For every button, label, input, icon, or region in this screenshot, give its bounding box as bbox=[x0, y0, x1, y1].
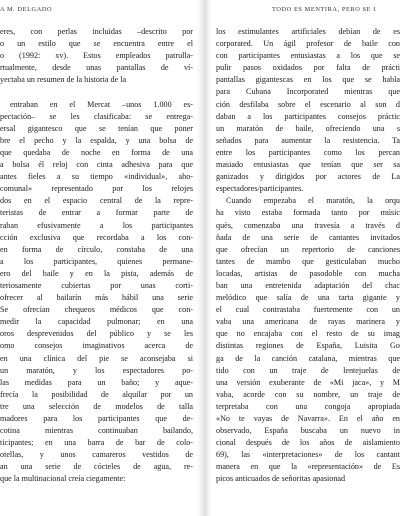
text-line: antes fieles a su tiempo «individual», aho- bbox=[0, 172, 193, 182]
text-line: que quedaba de noche en forma de una bbox=[0, 147, 193, 157]
text-line: yectaba un resumen de la historia de la bbox=[0, 75, 127, 85]
text-line: observado, España buscaba un nuevo in bbox=[216, 426, 400, 436]
right-page-text bbox=[216, 26, 400, 508]
text-line: vaba, acorde con su nombre, un traje de bbox=[216, 389, 400, 399]
text-line: en forma de círculo, constaba de una bbox=[0, 244, 193, 254]
text-line: espectadores/participantes. bbox=[216, 184, 304, 194]
text-line: entraban en el Mercat –unos 1.000 es- bbox=[10, 99, 193, 109]
text-line: dos en el espacio central de la repre- bbox=[0, 196, 193, 206]
text-line: masiado entusiastas que tenían que ser sa bbox=[216, 160, 400, 170]
text-line: pectación– se les clasificaba: se entrega- bbox=[0, 111, 193, 121]
text-line: teristas de entrar a formar parte de bbox=[0, 208, 193, 218]
text-line: tantes de mambo que gesticulaban mucho bbox=[216, 256, 400, 266]
text-line: en una clínica del pie se aconsejaba si bbox=[0, 353, 193, 363]
text-line: 69), las «interpretaciones» de los cantant bbox=[216, 450, 400, 460]
text-line: ticipantes; en una barra de bar de colo- bbox=[0, 438, 193, 448]
text-line: daban a los participantes consejos práctic bbox=[216, 111, 400, 121]
text-line: corporated. Un ágil profesor de baile con bbox=[216, 39, 400, 49]
text-line: frecía la posibilidad de alquilar por un bbox=[0, 389, 193, 399]
text-line: ganizados y dirigidos por actores de La bbox=[216, 172, 400, 182]
running-head-left: A M. DELGADO bbox=[0, 6, 53, 13]
page-gutter bbox=[197, 0, 211, 516]
text-line: distintas regiones de España, Luisita Go bbox=[216, 341, 400, 351]
text-line: pantallas gigantescas en los que se habla bbox=[216, 75, 400, 85]
text-line: eres, con perlas incluidas –descrito por bbox=[0, 27, 193, 36]
text-line: ersal gigantesco que se tenían que poner bbox=[0, 123, 193, 133]
text-line: a bolsa él reloj con cinta adhesiva para que bbox=[0, 160, 193, 170]
text-line: Cuando empezaba el maratón, la orqu bbox=[226, 196, 400, 206]
text-line: comunal» representado por los relojes bbox=[0, 184, 193, 194]
text-line: ofrecer al bailarín más hábil una serie bbox=[0, 293, 193, 303]
text-line: ero del baile y en la pista, además de bbox=[0, 268, 193, 278]
text-line: el cual contrastaba fuertemente con un bbox=[216, 305, 400, 315]
text-line: otellas, y unos camareros vestidos de bbox=[0, 450, 193, 460]
text-line: manera en que la «representación» de Es bbox=[216, 462, 400, 472]
text-line: o (1992: xv). Estos empleados patrulla- bbox=[0, 51, 193, 61]
text-line: ga de la canción catalana, mientras que bbox=[216, 353, 400, 363]
text-line: ha visto estaba formada tanto por músic bbox=[216, 208, 400, 218]
text-line: pulir pasos oxidados por falta de prácti bbox=[216, 63, 400, 73]
text-line: medir la capacidad pulmonar; en una bbox=[0, 317, 193, 327]
text-line: vaba una americana de rayas marinera y bbox=[216, 317, 400, 327]
text-line: melódico que salía de una tarta gigante y bbox=[216, 293, 400, 303]
text-line: que no encajaba con el resto de su imag bbox=[216, 329, 400, 339]
text-line: quès, comenzaba una travesía a través d bbox=[216, 220, 400, 230]
text-line: ción desfilaba sobre el escenario al son d bbox=[216, 99, 400, 109]
text-line: terpretaba con una congoja apropiada bbox=[216, 401, 400, 411]
text-line: para Cubana Incorporated mientras que bbox=[216, 87, 400, 97]
text-line: teriosamente cubiertas por unas corti- bbox=[0, 280, 193, 290]
text-line: tre una selección de modelos de talla bbox=[0, 401, 193, 411]
text-line: a los participantes, quienes permane- bbox=[0, 256, 193, 266]
text-line: oros desprevenidos del público y se les bbox=[0, 329, 193, 339]
text-line: entre los participantes como los percan bbox=[216, 147, 400, 157]
text-line: «No te vayas de Navarra». En el año en bbox=[216, 414, 400, 423]
text-line: las medidas para un baño; y aque- bbox=[0, 377, 193, 387]
text-line: un maratón, y los espectadores po- bbox=[0, 365, 193, 375]
left-page-text bbox=[0, 26, 193, 508]
text-line: madores para los participantes que de- bbox=[0, 414, 193, 423]
text-line: o un estilo que se encuentra entre el bbox=[0, 39, 193, 49]
text-line: señados para aumentar la resistencia. Ta bbox=[216, 135, 400, 145]
text-line: una versión exuberante de «Mi jaca», y M bbox=[216, 377, 400, 387]
text-line: ban una entretenida adaptación del chac bbox=[216, 280, 400, 290]
text-line: con participantes entusiastas a los que se bbox=[216, 51, 400, 61]
text-line: omo consejos imaginativos acerca de bbox=[0, 341, 193, 351]
text-line: un maratón de baile, ofreciendo una s bbox=[216, 123, 400, 133]
text-line: que ofrecían un repertorio de canciones bbox=[216, 244, 400, 254]
text-line: cional después de los años de aislamiento bbox=[216, 438, 400, 448]
text-line: raban efusivamente a los participantes bbox=[0, 220, 193, 230]
text-line: bre el pecho y la espalda, y una bolsa de bbox=[0, 135, 193, 145]
running-head-right: TODO ES MENTIRA, PERO SE I bbox=[272, 6, 376, 13]
text-line: los estimulantes artificiales debían de es bbox=[216, 27, 400, 36]
text-line: an una serie de cócteles de agua, re- bbox=[0, 462, 193, 472]
text-line: picos anticuados de señoritas apasionad bbox=[216, 474, 346, 484]
text-line: Se ofrecían chequeos médicos que con- bbox=[0, 305, 193, 315]
text-line: rtualmente, desde unas pantallas de ví- bbox=[0, 63, 193, 73]
text-line bbox=[0, 86, 193, 98]
text-line: tido con un traje de lentejuelas de bbox=[216, 365, 400, 375]
text-line: ñada de una serie de cantantes invitados bbox=[216, 232, 400, 242]
text-line: cción exclusiva que recordaba a los con- bbox=[0, 232, 193, 242]
text-line: locadas, artistas de pasodoble con mucha bbox=[216, 268, 400, 278]
text-line: cotina mientras continuaban bailando, bbox=[0, 426, 193, 436]
text-line: que la multinacional creía ciegamente: bbox=[0, 474, 126, 484]
